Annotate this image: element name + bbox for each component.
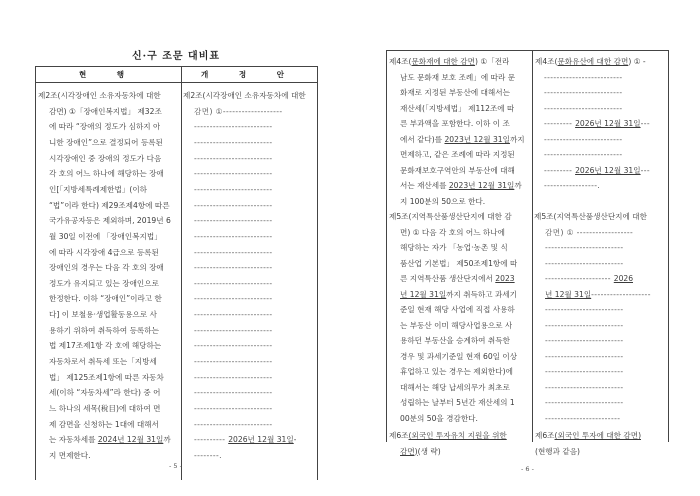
text-segment: 한정한다. 이하 “장애인”이라고 한 [49,294,162,304]
text-segment: ------------------------- [194,310,273,320]
text-segment: ------------------------- [545,305,624,314]
text-line [400,194,485,209]
text-line [400,116,510,131]
text-line [400,287,517,302]
text-segment: ------------------------- [194,372,273,382]
text-line [400,178,522,193]
text-line [400,444,441,459]
text-line [545,364,624,379]
text-line [49,104,162,119]
text-line [194,135,273,150]
underlined-date: 2026년 12월 31일 [575,119,641,128]
text-segment: --- [640,165,650,175]
text-line [545,333,624,348]
text-segment: ------------------------- [194,169,273,179]
text-segment: ------------------------ [545,413,621,423]
text-line [544,85,623,100]
text-line [544,101,623,116]
underlined-heading: (외국인 투자유치 지원을 위한 [408,431,507,440]
text-segment: 00분의 50을 경감한다. [400,413,478,423]
current-column [387,51,532,456]
text-segment: 시각장애인 중 장애의 정도가 다음 [49,153,162,163]
text-line [49,276,159,291]
text-segment: 른 지역특산품 생산단지에서 [400,274,496,283]
underlined-heading: (외국인 투자에 대한 감면) [554,431,642,440]
text-segment: 경우 및 과세기준일 현재 60일 이상 [400,351,518,361]
text-segment: ------------------------- [194,341,273,351]
text-segment: ------------------------- [194,278,273,288]
text-segment: ------------------------- [544,88,623,97]
text-segment: ------------------------- [194,200,273,210]
text-line [49,229,162,244]
text-line [194,401,273,416]
text-line [194,307,273,322]
text-line [534,209,647,224]
text-segment: 른 부과액을 포함한다. 이하 이 조 [400,119,510,128]
text-segment: 남도 문화재 보호 조례」에 따라 문 [400,72,516,82]
underlined-date: 2026년 12월 31일 [575,165,641,175]
underlined-date: 2026 [613,274,634,283]
text-segment: 까지 취득하고 과세기 [446,289,518,299]
text-line [400,271,515,286]
text-segment: ------------------------- [194,184,273,194]
text-line [194,291,273,306]
text-line [49,213,171,228]
article-heading [535,54,646,69]
text-line [194,245,273,260]
underlined-date: 2026년 12월 31일 [228,435,294,445]
text-segment: 휴업하고 있는 경우는 제외한다)에 [400,367,513,376]
text-segment: 품산업 기본법」 제50조제1항에 따 [400,258,518,268]
text-line [400,256,517,271]
text-line [400,411,478,426]
text-segment: 에 따라 시각장애 4급으로 등록된 [49,247,159,257]
text-line [49,245,159,260]
text-segment: ------------------------- [194,388,273,398]
underlined-date: 년 12월 31일 [545,289,592,299]
text-line [49,119,160,134]
text-segment: 재산세(「지방세법」 제112조에 따 [400,103,515,113]
text-segment: 월 30일 이전에 「장애인복지법」 [49,231,162,241]
text-segment: ------------------------- [194,122,273,132]
text-segment: --------------------- [545,274,614,283]
text-line [49,291,162,306]
text-line [194,338,273,353]
text-segment: 에서 같다)를 [400,134,445,144]
text-line [194,417,273,432]
amended-column [182,67,317,480]
text-line [400,333,510,348]
text-line [49,448,91,463]
text-segment: 제4조( [389,57,412,66]
text-line [194,119,273,134]
comparison-table-continued [386,50,669,456]
text-line [194,276,273,291]
text-segment: ------------------------- [544,103,623,113]
header-current: 현 행 [78,70,139,79]
text-segment: 는 자동차세를 [49,435,98,445]
text-line [545,271,633,286]
text-line [400,132,525,147]
text-line [194,385,273,400]
text-segment: 국가유공자등은 제외하며, 2019년 6 [49,216,171,226]
text-line [49,370,164,385]
text-line [49,323,159,338]
text-segment: 제 감면을 신청하는 1대에 대해서 [49,419,159,429]
text-line [400,85,510,100]
text-segment: ------------------------- [194,247,273,257]
text-line [49,401,160,416]
text-segment: ------------------------- [545,336,624,345]
text-segment: --------- [544,165,576,175]
text-segment: ------------------------- [194,153,273,163]
text-line [49,417,159,432]
text-line [194,182,273,197]
text-line [400,395,515,410]
text-segment: 화재로 지정된 부동산에 대해서는 [400,88,510,97]
text-segment: 지 면제한다. [49,450,91,460]
text-line [544,132,623,147]
text-segment: 장애인의 경우는 다음 각 호의 장애 [49,263,164,273]
text-line [400,101,514,116]
text-segment: 지 100분의 50으로 한다. [400,196,486,206]
text-line [49,198,170,213]
text-line [544,178,600,193]
text-segment: 문화재보호구역안의 부동산에 대해 [400,165,515,175]
text-line [545,240,624,255]
text-segment: ------------------- [591,289,651,299]
text-line [194,151,273,166]
text-line [400,302,515,317]
text-segment: 제6조 [389,431,409,440]
underlined-heading: 감면) [400,446,418,456]
text-segment: 는 부동산 이미 해당사업용으로 사 [400,320,513,330]
text-line [545,256,624,271]
text-line [400,147,515,162]
underlined-heading: 문화유산에 대한 감면 [557,57,629,66]
page-6 [350,0,700,496]
text-line [49,260,164,275]
underlined-date: 2023년 12월 31일 [448,181,515,190]
text-segment: (생 략) [417,446,441,456]
text-line [545,411,620,426]
page-number: - 6 - [521,465,534,473]
text-segment: 감면) ①「장애인복지법」 제32조 [49,106,162,116]
text-line [400,225,505,240]
text-segment: 법」 제125조제1항에 따른 자동차 [49,372,164,382]
text-line [49,151,161,166]
text-segment: 까 [514,181,522,190]
text-line [389,209,512,224]
comparison-table [35,66,318,480]
text-line [545,225,633,240]
text-segment: --------. [194,450,222,460]
text-segment: -----------------. [544,181,601,190]
text-segment: 제6조 [535,431,555,440]
text-line [400,240,508,255]
text-segment: 성립하는 날부터 5년간 재산세의 1 [400,398,515,407]
text-line [535,444,580,459]
text-segment: ------------------------- [545,398,624,407]
text-line [49,307,157,322]
underlined-date: 2023년 12월 31일 [444,134,510,144]
text-line [400,70,515,85]
text-line [544,163,650,178]
text-segment: 까지 [509,134,525,144]
text-segment: 다] 이 보철용·생업활동용으로 사 [49,310,157,320]
text-line [545,318,624,333]
text-segment: 정도가 유지되고 있는 장애인으로 [49,278,159,288]
text-line [194,323,273,338]
header-amended: 개 정 안 [201,70,298,79]
text-segment: 제5조(지역특산품생산단지에 대한 [534,212,647,221]
text-line [545,395,624,410]
text-line [194,260,273,275]
text-segment: 면제하고, 같은 조례에 따라 지정된 [400,150,515,159]
text-segment: ------------------------- [545,243,624,252]
text-segment: 감면) ① ------------------ [545,227,634,237]
current-column [36,67,181,480]
text-segment: 까 [163,435,171,445]
text-line [194,432,296,447]
text-segment: ------------------------- [544,72,623,82]
text-segment: 감면) ①------------------- [194,106,283,116]
text-segment: 해당하는 자가 「농업·농촌 및 식 [400,243,508,252]
text-line [400,380,510,395]
text-line [544,70,623,85]
article-heading [535,428,641,443]
text-segment: ------------------------- [194,294,273,304]
text-segment: 서는 재산세를 [400,181,449,190]
text-segment: 인[「지방세특례제한법」(이하 [49,184,148,194]
text-segment: ------------------------- [544,134,623,144]
text-segment: ------------------------- [194,216,273,226]
text-segment: ------------------------- [545,382,624,392]
text-segment: 용하기 위하여 취득하여 등록하는 [49,325,159,335]
text-segment: 세(이하 “자동차세”라 한다) 중 어 [49,388,161,398]
text-line [194,448,222,463]
text-segment: ------------------------- [194,404,273,413]
text-line [194,213,273,228]
text-line [194,166,273,181]
underlined-heading: 문화재에 대한 감면 [411,57,475,66]
text-segment: 에 따라 “장애의 정도가 심하지 아 [49,122,161,132]
text-line [545,287,651,302]
underlined-date: 년 12월 31일 [400,289,447,299]
text-segment: 대해서는 해당 납세의무가 최초로 [400,382,510,392]
text-line [194,104,283,119]
text-segment: ---------- [194,435,229,445]
text-segment: (현행과 같음) [535,446,581,456]
text-segment: --- [640,119,650,128]
text-segment: ------------------------- [194,357,273,367]
text-line [49,166,164,181]
text-line [49,385,160,400]
text-line [194,370,273,385]
text-line [544,147,623,162]
text-line [49,338,161,353]
text-segment: ------------------------- [194,325,273,335]
text-line [545,349,624,364]
text-segment: 법 제17조제1항 각 호에 해당하는 [49,341,162,351]
underlined-date: 2023 [495,274,515,283]
text-segment: 제2조(시각장애인 소유자동차에 대한 [38,91,161,100]
text-line [49,354,157,369]
amended-column [533,51,668,456]
text-segment: --------- [544,119,576,128]
text-line [49,135,163,150]
text-segment: ) ① - [628,57,646,66]
text-segment: ------------------------- [545,320,624,330]
page-number: - 5 - [169,462,182,470]
text-line [400,349,517,364]
text-line [400,163,515,178]
text-line [38,88,161,103]
text-segment: ------------------------- [545,367,624,376]
text-segment: 용하던 부동산을 승계하여 취득한 [400,336,510,345]
text-line [194,198,273,213]
underlined-date: 2024년 12월 31일 [97,435,164,445]
text-segment: ------------------------- [194,263,273,273]
text-segment: ) ①「전라 [474,57,510,66]
text-segment: 준일 현재 해당 사업에 직접 사용하 [400,305,515,314]
text-segment: 제5조(지역특산품생산단지에 대한 감 [389,212,512,221]
article-heading [389,428,507,443]
text-line [400,318,512,333]
text-segment: 제2조(시각장애인 소유자동차에 대한 [183,91,306,100]
document-title: 신·구 조문 대비표 [131,51,221,62]
text-segment: ------------------------- [194,419,273,429]
text-line [49,432,171,447]
text-segment: 제4조( [535,57,558,66]
text-line [545,302,624,317]
text-segment: 느 하나의 세목(稅目)에 대하여 면 [49,404,161,413]
text-segment: 자동차로서 취득세 또는「지방세 [49,357,157,367]
text-line [544,116,650,131]
article-heading [389,54,509,69]
text-segment: 각 호의 어느 하나에 해당하는 장애 [49,169,164,179]
text-line [400,364,513,379]
text-segment: ------------------------- [545,351,624,361]
text-segment: ------------------------- [544,150,623,159]
text-segment: 면) ① 다음 각 호의 어느 하나에 [400,227,505,237]
text-segment: - [293,435,297,445]
text-segment: ------------------------- [545,258,624,268]
text-line [194,229,273,244]
text-segment: “법”이라 한다) 제29조제4항에 따른 [49,200,170,210]
text-segment: 니한 장애인”으로 결정되어 등록된 [49,137,163,147]
text-line [183,88,306,103]
text-line [49,182,147,197]
text-line [194,354,273,369]
text-segment: ------------------------- [194,137,273,147]
text-line [545,380,624,395]
text-segment: ------------------------- [194,231,273,241]
